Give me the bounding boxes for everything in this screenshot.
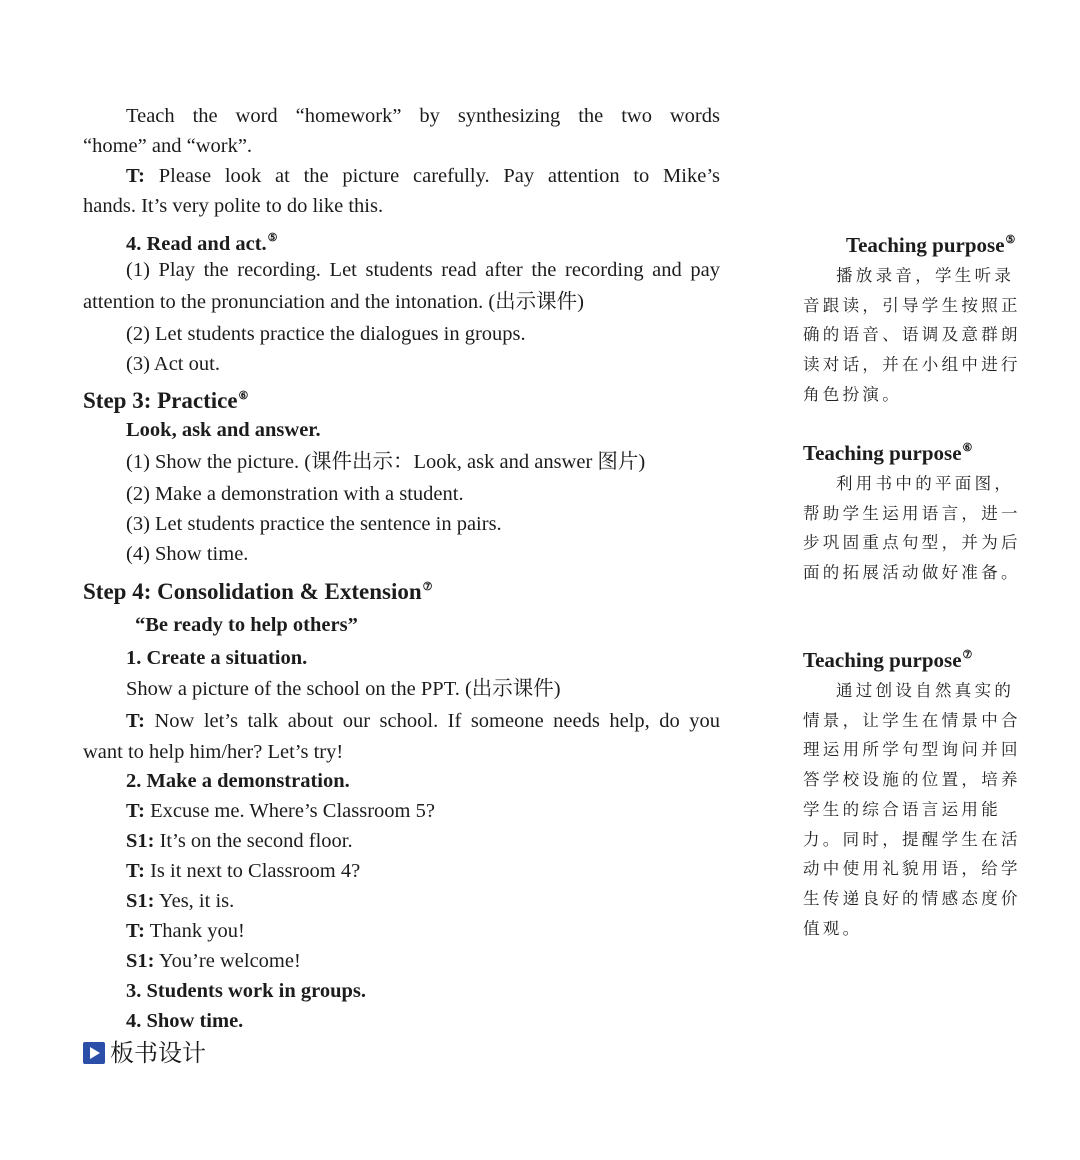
dialogue-text: You’re welcome! [154, 950, 301, 972]
dialogue-text: Please look at the picture carefully. Pay attention to Mike’s [144, 165, 720, 187]
teaching-purpose-note [803, 641, 1028, 943]
note-body: 利用书中的平面图，帮助学生运用语言，进一步巩固重点句型，并为后面的拓展活动做好准备。 [803, 474, 1021, 583]
dialogue-line [126, 828, 720, 854]
dialogue-text: Yes, it is. [154, 890, 235, 912]
dialogue-text: Now let’s talk about our school. If someone needs help, do you [144, 710, 720, 732]
dialogue-line [126, 798, 720, 824]
step-heading: Step 4: Consolidation & Extension⑦ [83, 579, 433, 604]
dialogue-line [126, 948, 720, 974]
paragraph-line: (1) Play the recording. Let students read after the recording and pay [126, 259, 720, 281]
paragraph-line: “home” and “work”. [83, 135, 253, 157]
paragraph-line: (3) Act out. [126, 353, 220, 375]
speaker-label: S1: [126, 890, 155, 912]
subheading: 4. Show time. [126, 1010, 244, 1032]
dialogue-text: Is it next to Classroom 4? [144, 860, 361, 882]
paragraph-line: (2) Let students practice the dialogues in groups. [126, 323, 526, 345]
dialogue-line [126, 888, 720, 914]
note-body: 播放录音，学生听录音跟读，引导学生按照正确的语音、语调及意群朗读对话，并在小组中进行角色扮演。 [803, 266, 1021, 404]
speaker-label: T: [126, 920, 145, 942]
footnote-marker: ⑤ [267, 232, 278, 244]
teaching-purpose-note [803, 434, 1028, 588]
dialogue-line [126, 163, 720, 189]
note-heading: Teaching purpose⑤ [846, 233, 1016, 257]
footnote-marker: ⑦ [422, 581, 433, 593]
paragraph-line: Show a picture of the school on the PPT. (出示课件) [126, 678, 561, 700]
subheading: 2. Make a demonstration. [126, 770, 350, 792]
paragraph-line: attention to the pronunciation and the intonation. (出示课件) [83, 291, 585, 313]
paragraph-line: (2) Make a demonstration with a student. [126, 483, 464, 505]
speaker-label: T: [126, 165, 145, 187]
dialogue-line [126, 708, 720, 734]
speaker-label: S1: [126, 950, 155, 972]
subheading: 1. Create a situation. [126, 647, 308, 669]
footnote-marker: ⑥ [962, 442, 973, 454]
footnote-marker: ⑦ [962, 649, 973, 661]
note-heading: Teaching purpose⑦ [803, 648, 973, 672]
paragraph-line: (3) Let students practice the sentence in pairs. [126, 513, 502, 535]
speaker-label: T: [126, 800, 145, 822]
speaker-label: T: [126, 860, 145, 882]
paragraph-line: hands. It’s very polite to do like this. [83, 195, 384, 217]
footnote-marker: ⑤ [1005, 234, 1016, 246]
dialogue-line [126, 918, 720, 944]
paragraph-line: Teach the word “homework” by synthesizing the two words [126, 105, 720, 127]
subheading: Look, ask and answer. [126, 419, 321, 441]
note-heading: Teaching purpose⑥ [803, 441, 973, 465]
dialogue-line [126, 858, 720, 884]
subheading: 3. Students work in groups. [126, 980, 366, 1002]
paragraph-line: (1) Show the picture. (课件出示：Look, ask and answer 图片) [126, 451, 646, 473]
dialogue-text: Thank you! [144, 920, 245, 942]
board-design-heading [83, 1040, 720, 1066]
subheading: 4. Read and act.⑤ [126, 232, 278, 255]
dialogue-text: It’s on the second floor. [154, 830, 353, 852]
section-title: 板书设计 [110, 1039, 206, 1067]
speaker-label: T: [126, 710, 145, 732]
note-body: 通过创设自然真实的情景，让学生在情景中合理运用所学句型询问并回答学校设施的位置，培养学生的综合语言运用能力。同时，提醒学生在活动中使用礼貌用语，给学生传递良好的情感态度价值观。 [803, 681, 1021, 938]
play-icon [83, 1042, 105, 1064]
speaker-label: S1: [126, 830, 155, 852]
activity-title: “Be ready to help others” [135, 614, 358, 636]
paragraph-line: want to help him/her? Let’s try! [83, 741, 344, 763]
step-heading: Step 3: Practice⑥ [83, 388, 249, 413]
dialogue-text: Excuse me. Where’s Classroom 5? [144, 800, 435, 822]
paragraph-line: (4) Show time. [126, 543, 249, 565]
footnote-marker: ⑥ [238, 390, 249, 402]
teaching-purpose-note [803, 226, 1028, 410]
